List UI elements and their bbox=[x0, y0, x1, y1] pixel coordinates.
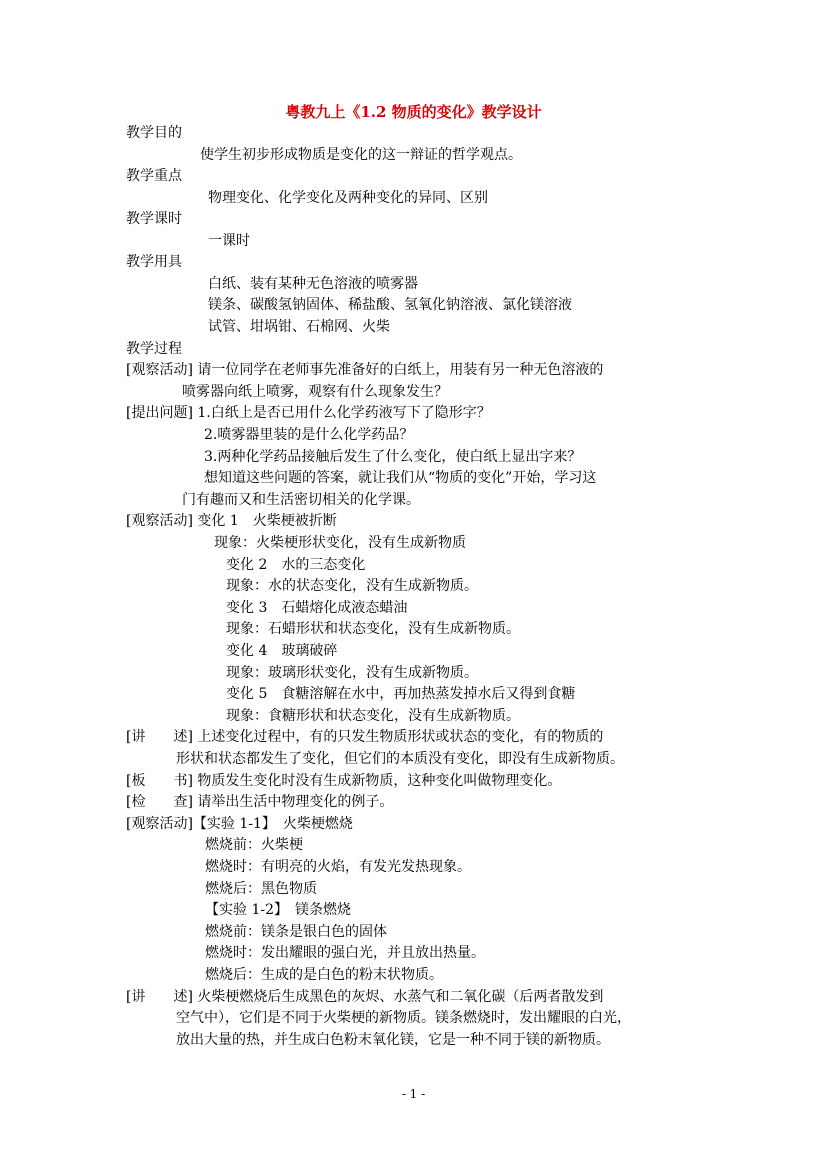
text-line: 物理变化、化学变化及两种变化的异同、区别 bbox=[208, 190, 488, 206]
text-line: 燃烧时：有明亮的火焰，有发光发热现象。 bbox=[205, 859, 471, 875]
text-line: [提出问题] 1.白纸上是否已用什么化学药液写下了隐形字？ bbox=[126, 405, 491, 421]
text-line: [观察活动] 变化 1 火柴梗被折断 bbox=[126, 513, 337, 529]
section-heading: 教学重点 bbox=[126, 168, 182, 184]
text-line: 2.喷雾器里装的是什么化学药品？ bbox=[204, 427, 414, 443]
text-line: 变化 4 玻璃破碎 bbox=[226, 643, 338, 659]
text-line: 【实验 1-2】 镁条燃烧 bbox=[205, 902, 351, 918]
text-line: 白纸、装有某种无色溶液的喷雾器 bbox=[208, 276, 418, 292]
text-line: [观察活动] 请一位同学在老师事先准备好的白纸上，用装有另一种无色溶液的 bbox=[126, 362, 604, 378]
text-line: 燃烧前：镁条是银白色的固体 bbox=[205, 924, 387, 940]
section-heading: 教学过程 bbox=[126, 341, 182, 357]
document-title: 粤教九上《1.2 物质的变化》教学设计 bbox=[285, 103, 542, 121]
text-line: 燃烧时：发出耀眼的强白光，并且放出热量。 bbox=[205, 945, 485, 961]
text-line: 变化 3 石蜡熔化成液态蜡油 bbox=[226, 600, 408, 616]
text-line: [检 查] 请举出生活中物理变化的例子。 bbox=[126, 794, 394, 810]
section-heading: 教学用具 bbox=[126, 254, 182, 270]
text-line: [观察活动]【实验 1-1】 火柴梗燃烧 bbox=[126, 816, 353, 832]
text-line: 现象：火柴梗形状变化，没有生成新物质 bbox=[214, 535, 466, 551]
page-number: - 1 - bbox=[401, 1087, 426, 1101]
text-line: 燃烧前：火柴梗 bbox=[205, 837, 303, 853]
text-line: 镁条、碳酸氢钠固体、稀盐酸、氢氧化钠溶液、氯化镁溶液 bbox=[208, 297, 572, 313]
text-line: 试管、坩埚钳、石棉网、火柴 bbox=[208, 319, 390, 335]
text-line: [讲 述] 上述变化过程中，有的只发生物质形状或状态的变化，有的物质的 bbox=[126, 729, 604, 745]
text-line: 放出大量的热，并生成白色粉末氧化镁，它是一种不同于镁的新物质。 bbox=[176, 1032, 610, 1048]
text-line: 现象：玻璃形状变化，没有生成新物质。 bbox=[226, 665, 478, 681]
text-line: 门有趣而又和生活密切相关的化学课。 bbox=[182, 492, 420, 508]
text-line: 变化 5 食糖溶解在水中，再加热蒸发掉水后又得到食糖 bbox=[226, 686, 576, 702]
text-line: 喷雾器向纸上喷雾，观察有什么现象发生？ bbox=[182, 384, 448, 400]
text-line: 现象：石蜡形状和状态变化，没有生成新物质。 bbox=[226, 621, 520, 637]
text-line: 3.两种化学药品接触后发生了什么变化，使白纸上显出字来？ bbox=[204, 449, 582, 465]
section-heading: 教学目的 bbox=[126, 125, 182, 141]
text-line: 形状和状态都发生了变化，但它们的本质没有变化，即没有生成新物质。 bbox=[176, 751, 624, 767]
text-line: 燃烧后：生成的是白色的粉末状物质。 bbox=[205, 967, 443, 983]
text-line: 使学生初步形成物质是变化的这一辩证的哲学观点。 bbox=[200, 147, 522, 163]
text-line: [讲 述] 火柴梗燃烧后生成黑色的灰烬、水蒸气和二氧化碳（后两者散发到 bbox=[126, 989, 604, 1005]
text-line: 一课时 bbox=[208, 233, 250, 249]
text-line: 想知道这些问题的答案，就让我们从“物质的变化”开始，学习这 bbox=[204, 470, 597, 486]
text-line: 空气中），它们是不同于火柴梗的新物质。镁条燃烧时，发出耀眼的白光， bbox=[176, 1010, 631, 1026]
text-line: 现象：食糖形状和状态变化，没有生成新物质。 bbox=[226, 708, 520, 724]
text-line: [板 书] 物质发生变化时没有生成新物质，这种变化叫做物理变化。 bbox=[126, 773, 562, 789]
section-heading: 教学课时 bbox=[126, 211, 182, 227]
text-line: 变化 2 水的三态变化 bbox=[226, 557, 366, 573]
text-line: 燃烧后：黑色物质 bbox=[205, 881, 317, 897]
text-line: 现象：水的状态变化，没有生成新物质。 bbox=[226, 578, 478, 594]
